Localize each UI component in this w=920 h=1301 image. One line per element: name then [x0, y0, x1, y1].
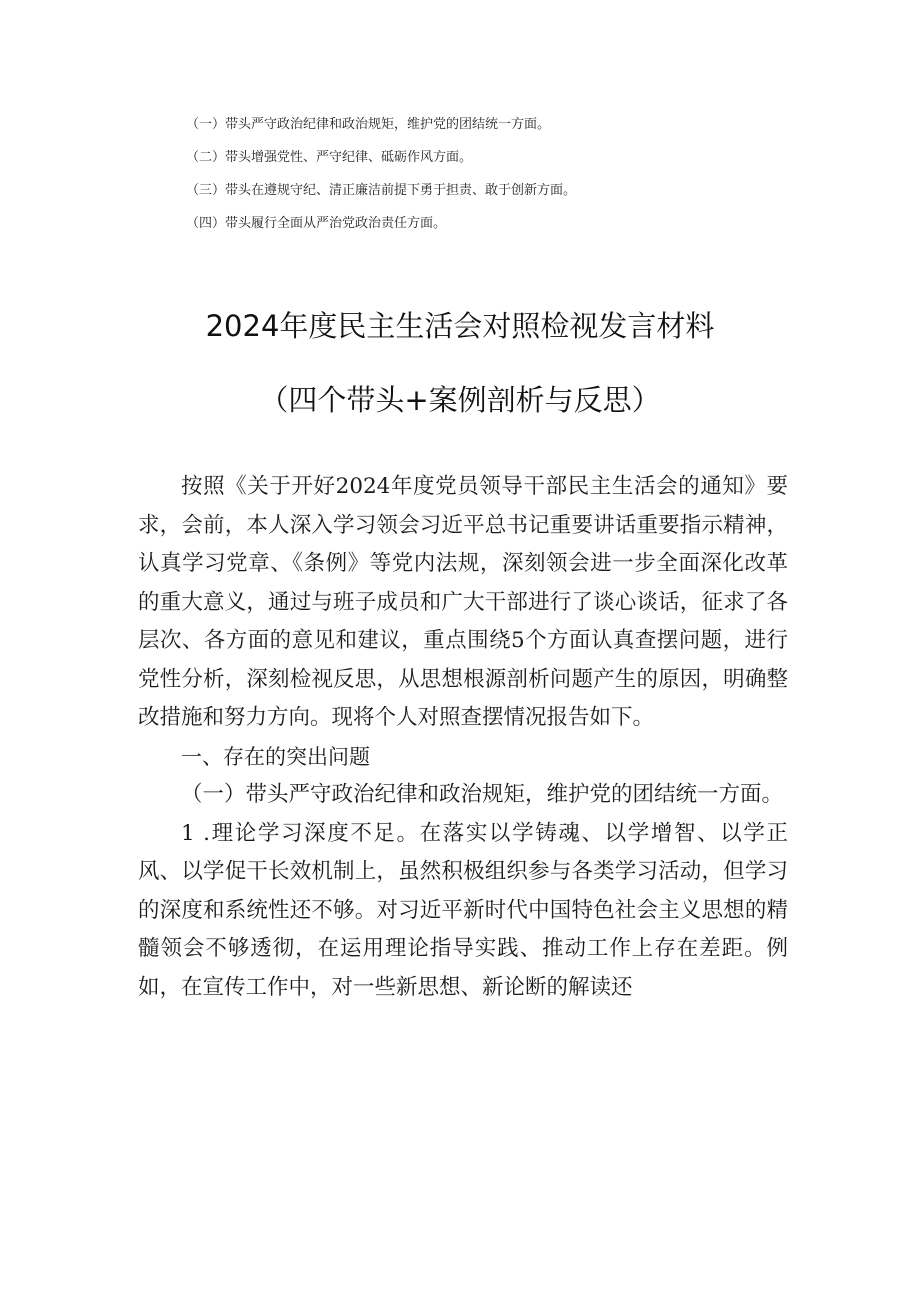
document-body — [138, 468, 788, 1007]
point-paragraph: 1 .理论学习深度不足。在落实以学铸魂、以学增智、以学正风、以学促干长效机制上，虽然积极组织参与各类学习活动，但学习的深度和系统性还不够。对习近平新时代中国特色社会主义思想的精髓领会不够透彻，在运用理论指导实践、推动工作上存在差距。例如，在宣传工作中，对一些新思想、新论断的解读还 — [138, 820, 788, 1000]
toc-item-1: （一）带头严守政治纪律和政治规矩，维护党的团结统一方面。 — [186, 117, 551, 132]
toc-item-3: （三）带头在遵规守纪、清正廉洁前提下勇于担责、敢于创新方面。 — [186, 183, 577, 198]
toc-item-4: （四）带头履行全面从严治党政治责任方面。 — [186, 216, 447, 231]
subsection-heading: （一）带头严守政治纪律和政治规矩，维护党的团结统一方面。 — [181, 782, 784, 807]
document-subtitle: （四个带头+案例剖析与反思） — [259, 383, 661, 417]
document-title: 2024年度民主生活会对照检视发言材料 — [205, 309, 715, 343]
toc-list — [186, 108, 826, 240]
section-heading: 一、存在的突出问题 — [181, 744, 370, 769]
toc-item-2: （二）带头增强党性、严守纪律、砥砺作风方面。 — [186, 150, 473, 165]
intro-paragraph: 按照《关于开好2024年度党员领导干部民主生活会的通知》要求，会前，本人深入学习领会习近平总书记重要讲话重要指示精神，认真学习党章、《条例》等党内法规，深刻领会进一步全面深化改革的重大意义，通过与班子成员和广大干部进行了谈心谈话，征求了各层次、各方面的意见和建议，重点围绕5个方面认真查摆问题，进行党性分析，深刻检视反思，从思想根源剖析问题产生的原因，明确整改措施和努力方向。现将个人对照查摆情况报告如下。 — [138, 474, 788, 730]
